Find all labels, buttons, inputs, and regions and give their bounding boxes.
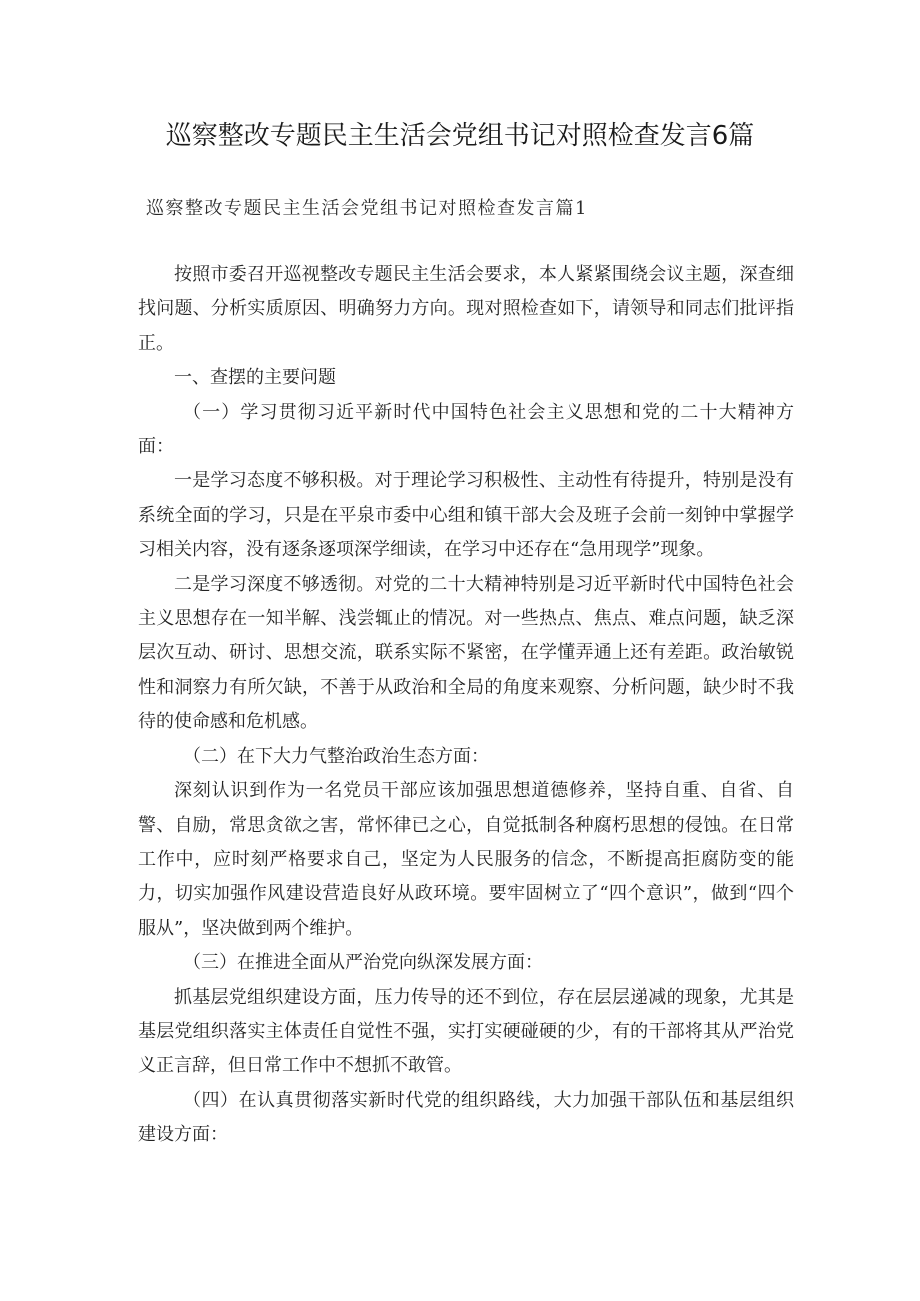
- body-paragraph: 抓基层党组织建设方面，压力传导的还不到位，存在层层递减的现象，尤其是基层党组织落实主体责任自觉性不强，实打实硬碰硬的少，有的干部将其从严治党义正言辞，但日常工作中不想抓不敢管。: [138, 986, 794, 1077]
- document-body: [138, 258, 794, 1153]
- intro-paragraph: 按照市委召开巡视整改专题民主生活会要求，本人紧紧围绕会议主题，深查细找问题、分析实质原因、明确努力方向。现对照检查如下，请领导和同志们批评指正。: [138, 264, 794, 354]
- document-title: 巡察整改专题民主生活会党组书记对照检查发言6篇: [165, 121, 755, 151]
- subsection-heading-3: （三）在推进全面从严治党向纵深发展方面：: [183, 952, 543, 974]
- body-paragraph: 一是学习态度不够积极。对于理论学习积极性、主动性有待提升，特别是没有系统全面的学习，只是在平泉市委中心组和镇干部大会及班子会前一刻钟中掌握学习相关内容，没有逐条逐项深学细读，在学习中还存在“急用现学”现象。: [138, 470, 794, 561]
- subsection-heading-1: （一）学习贯彻习近平新时代中国特色社会主义思想和党的二十大精神方面：: [138, 401, 794, 458]
- section-heading-problems: 一、查摆的主要问题: [174, 367, 336, 389]
- body-paragraph: 深刻认识到作为一名党员干部应该加强思想道德修养，坚持自重、自省、自警、自励，常思贪欲之害，常怀律已之心，自觉抵制各种腐朽思想的侵蚀。在日常工作中，应时刻严格要求自己，坚定为人民服务的信念，不断提高拒腐防变的能力，切实加强作风建设营造良好从政环境。要牢固树立了“四个意识”，做到“四个服从”，坚决做到两个维护。: [138, 780, 794, 939]
- subsection-heading-4: （四）在认真贯彻落实新时代党的组织路线，大力加强干部队伍和基层组织建设方面：: [138, 1089, 794, 1146]
- subsection-heading-2: （二）在下大力气整治政治生态方面：: [183, 745, 489, 767]
- body-paragraph: 二是学习深度不够透彻。对党的二十大精神特别是习近平新时代中国特色社会主义思想存在一知半解、浅尝辄止的情况。对一些热点、焦点、难点问题，缺乏深层次互动、研讨、思想交流，联系实际不紧密，在学懂弄通上还有差距。政治敏锐性和洞察力有所欠缺，不善于从政治和全局的角度来观察、分析问题，缺少时不我待的使命感和危机感。: [138, 573, 794, 733]
- section-subtitle: 巡察整改专题民主生活会党组书记对照检查发言篇1: [146, 198, 588, 219]
